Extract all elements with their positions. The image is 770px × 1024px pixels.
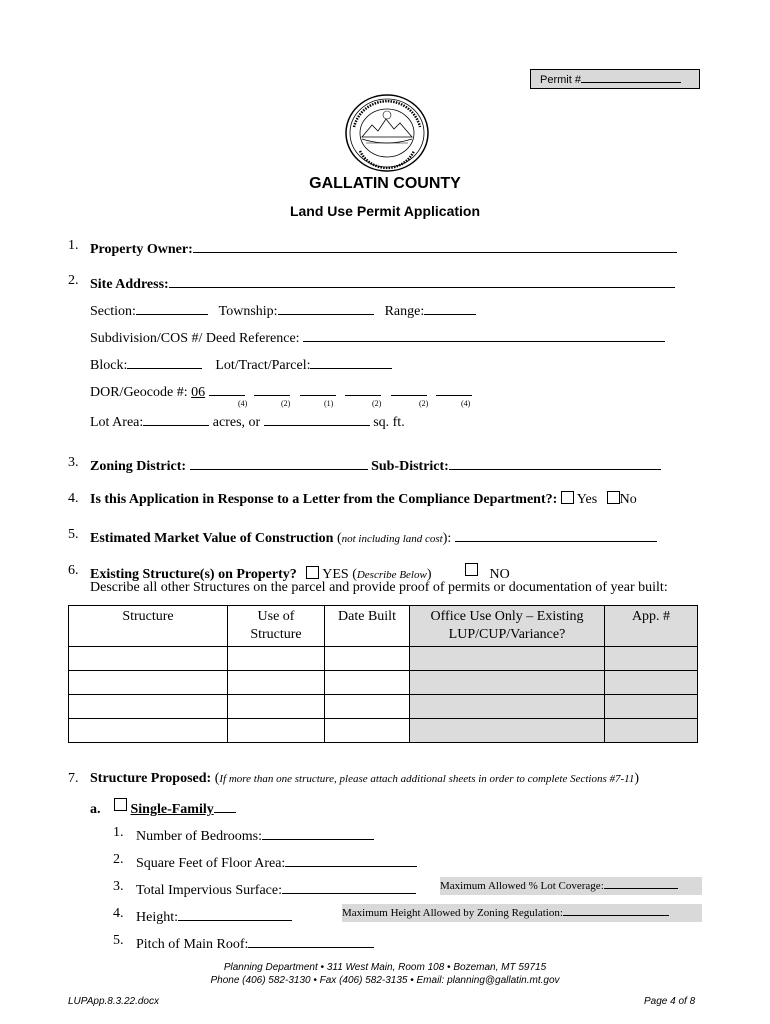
office-use-cell xyxy=(410,671,605,695)
market-value-field[interactable] xyxy=(455,527,657,542)
geocode-hint: (4) xyxy=(461,399,471,408)
footer-contact: Phone (406) 582-3130 • Fax (406) 582-3135 • Email: planning@gallatin.mt.gov xyxy=(210,975,560,986)
item-number: 5. xyxy=(113,933,124,948)
zoning-district-field[interactable] xyxy=(190,455,368,470)
compliance-yes-checkbox[interactable] xyxy=(561,491,574,504)
subdivision-label: Subdivision/COS #/ Deed Reference: xyxy=(90,331,300,346)
height-field[interactable] xyxy=(178,906,292,921)
structure-proposed-label: Structure Proposed: xyxy=(90,771,212,786)
use-cell[interactable] xyxy=(228,695,325,719)
footer-address: Planning Department • 311 West Main, Room 108 • Bozeman, MT 59715 xyxy=(223,962,547,973)
date-built-cell[interactable] xyxy=(325,695,410,719)
col-header-use: Use of Structure xyxy=(228,606,325,647)
office-use-cell xyxy=(410,695,605,719)
form-title: Land Use Permit Application xyxy=(289,203,481,219)
geocode-hint: (2) xyxy=(419,399,429,408)
max-height-field[interactable] xyxy=(563,904,669,916)
use-cell[interactable] xyxy=(228,719,325,743)
section-label: Section: xyxy=(90,304,136,319)
app-number-cell xyxy=(605,719,698,743)
app-number-cell xyxy=(605,671,698,695)
office-use-cell xyxy=(410,719,605,743)
col-header-app-number: App. # xyxy=(605,606,698,647)
max-height-label: Maximum Height Allowed by Zoning Regulation: xyxy=(342,907,563,919)
bedrooms-label: Number of Bedrooms: xyxy=(136,829,262,844)
geocode-part-1[interactable] xyxy=(209,381,245,396)
county-seal-icon xyxy=(344,93,430,173)
permit-number-box[interactable] xyxy=(530,69,700,89)
q6-number: 6. xyxy=(68,563,79,578)
compliance-no-checkbox[interactable] xyxy=(607,491,620,504)
county-seal xyxy=(344,93,430,173)
subsection-a-label: a. xyxy=(90,802,101,817)
lot-area-label: Lot Area: xyxy=(90,415,144,430)
table-row xyxy=(69,695,698,719)
single-family-label: Single-Family xyxy=(130,802,214,817)
structure-cell[interactable] xyxy=(69,695,228,719)
footer-page-number: Page 4 of 8 xyxy=(644,996,696,1007)
existing-yes-checkbox[interactable] xyxy=(306,566,319,579)
geocode-label: DOR/Geocode #: xyxy=(90,385,188,400)
col-header-structure: Structure xyxy=(69,606,228,647)
block-field[interactable] xyxy=(127,354,202,369)
bedrooms-field[interactable] xyxy=(262,825,374,840)
office-use-cell xyxy=(410,647,605,671)
describe-structures-instruction: Describe all other Structures on the parcel and provide proof of permits or documentation of year built: xyxy=(90,580,668,595)
app-number-cell xyxy=(605,695,698,719)
table-row xyxy=(69,647,698,671)
footer-doc-name: LUPApp.8.3.22.docx xyxy=(68,996,159,1007)
geocode-hint: (1) xyxy=(324,399,334,408)
existing-yes-label: YES xyxy=(322,567,349,582)
lot-label: Lot/Tract/Parcel: xyxy=(215,358,311,373)
max-coverage-field[interactable] xyxy=(604,877,678,889)
floor-area-label: Square Feet of Floor Area: xyxy=(136,856,286,871)
geocode-part-6[interactable] xyxy=(436,381,472,396)
zoning-district-label: Zoning District: xyxy=(90,459,187,474)
township-field[interactable] xyxy=(278,300,374,315)
q3-number: 3. xyxy=(68,455,79,470)
geocode-hint: (4) xyxy=(238,399,248,408)
geocode-part-2[interactable] xyxy=(254,381,290,396)
item-number: 3. xyxy=(113,879,124,894)
subdivision-field[interactable] xyxy=(303,327,665,342)
structure-cell[interactable] xyxy=(69,671,228,695)
q7-number: 7. xyxy=(68,771,79,786)
structure-cell[interactable] xyxy=(69,647,228,671)
sub-district-label: Sub-District: xyxy=(371,459,449,474)
roof-pitch-field[interactable] xyxy=(248,933,374,948)
existing-no-checkbox[interactable] xyxy=(465,563,478,576)
use-cell[interactable] xyxy=(228,647,325,671)
geocode-prefix: 06 xyxy=(191,385,206,400)
lot-area-sqft-field[interactable] xyxy=(264,411,370,426)
township-label: Township: xyxy=(218,304,278,319)
app-number-cell xyxy=(605,647,698,671)
property-owner-label: Property Owner: xyxy=(90,242,193,257)
existing-yes-note: Describe Below xyxy=(356,569,427,581)
existing-no-label: NO xyxy=(489,567,510,582)
height-label: Height: xyxy=(136,910,178,925)
date-built-cell[interactable] xyxy=(325,647,410,671)
q4-number: 4. xyxy=(68,491,79,506)
single-family-checkbox[interactable] xyxy=(114,798,127,811)
existing-structures-table xyxy=(68,605,698,743)
lot-field[interactable] xyxy=(310,354,392,369)
sub-district-field[interactable] xyxy=(449,455,661,470)
market-value-note: not including land cost xyxy=(341,533,443,545)
col-header-office-use: Office Use Only – Existing LUP/CUP/Variance? xyxy=(410,606,605,647)
q5-number: 5. xyxy=(68,527,79,542)
q2-number: 2. xyxy=(68,273,79,288)
compliance-question: Is this Application in Response to a Letter from the Compliance Department?: xyxy=(90,492,558,507)
sqft-label: sq. ft. xyxy=(373,415,405,430)
geocode-part-5[interactable] xyxy=(391,381,427,396)
item-number: 2. xyxy=(113,852,124,867)
max-coverage-box xyxy=(440,877,702,895)
permit-number-label: Permit # xyxy=(540,74,581,86)
max-coverage-label: Maximum Allowed % Lot Coverage: xyxy=(440,880,604,892)
geocode-hint: (2) xyxy=(281,399,291,408)
geocode-part-4[interactable] xyxy=(345,381,381,396)
table-row xyxy=(69,719,698,743)
structure-proposed-note: If more than one structure, please attach additional sheets in order to complete Sections #7-11 xyxy=(219,773,635,785)
geocode-hint: (2) xyxy=(372,399,382,408)
block-label: Block: xyxy=(90,358,128,373)
item-number: 4. xyxy=(113,906,124,921)
lot-area-acres-field[interactable] xyxy=(143,411,209,426)
max-height-box xyxy=(342,904,702,922)
floor-area-field[interactable] xyxy=(285,852,417,867)
structure-cell[interactable] xyxy=(69,719,228,743)
market-value-label: Estimated Market Value of Construction xyxy=(90,531,334,546)
geocode-part-3[interactable] xyxy=(300,381,336,396)
acres-label: acres, or xyxy=(212,415,261,430)
item-number: 1. xyxy=(113,825,124,840)
q1-number: 1. xyxy=(68,238,79,253)
existing-structures-label: Existing Structure(s) on Property? xyxy=(90,567,297,582)
table-row xyxy=(69,671,698,695)
compliance-yes-label: Yes xyxy=(576,492,598,507)
date-built-cell[interactable] xyxy=(325,671,410,695)
section-field[interactable] xyxy=(136,300,208,315)
site-address-label: Site Address: xyxy=(90,277,169,292)
property-owner-field[interactable] xyxy=(193,238,677,253)
use-cell[interactable] xyxy=(228,671,325,695)
range-label: Range: xyxy=(384,304,425,319)
range-field[interactable] xyxy=(424,300,476,315)
date-built-cell[interactable] xyxy=(325,719,410,743)
compliance-no-label: No xyxy=(619,492,637,507)
col-header-date-built: Date Built xyxy=(325,606,410,647)
impervious-surface-label: Total Impervious Surface: xyxy=(136,883,282,898)
roof-pitch-label: Pitch of Main Roof: xyxy=(136,937,249,952)
impervious-surface-field[interactable] xyxy=(282,879,416,894)
site-address-field[interactable] xyxy=(169,273,675,288)
county-name: GALLATIN COUNTY xyxy=(309,175,461,192)
